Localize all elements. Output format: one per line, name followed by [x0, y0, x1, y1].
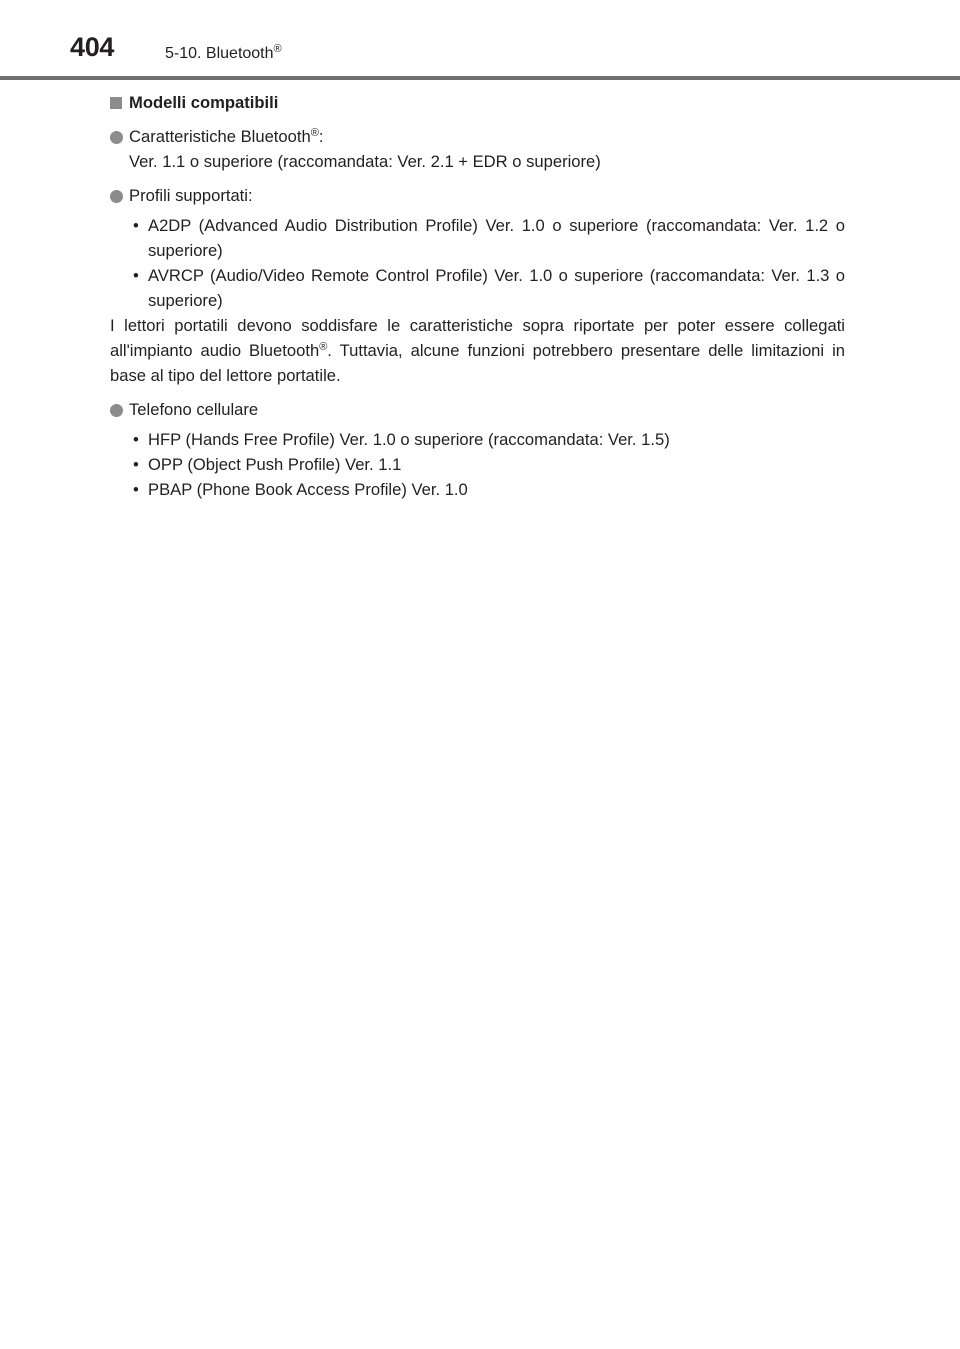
item-label: Profili supportati:: [129, 186, 253, 205]
circle-bullet-icon: [110, 404, 123, 417]
item-label: Telefono cellulare: [129, 400, 259, 419]
sub-list-item: [129, 427, 845, 452]
page-number: 404: [70, 32, 115, 62]
header-divider: [0, 76, 960, 80]
list-item-profiles: [110, 183, 845, 208]
sub-item-text: OPP (Object Push Profile) Ver. 1.1: [148, 455, 402, 474]
bullet-icon: •: [133, 216, 139, 235]
page-header: [0, 0, 960, 80]
section-heading: [110, 90, 845, 115]
registered-mark: ®: [319, 341, 328, 353]
section-title-text: 5-10. Bluetooth: [165, 45, 274, 62]
sub-list-item: [129, 213, 845, 263]
item-label-suffix: :: [318, 127, 324, 146]
list-item-phone: [110, 397, 845, 422]
registered-mark: ®: [310, 127, 319, 139]
item-detail: Ver. 1.1 o superiore (raccomandata: Ver. 2.1 + EDR o superiore): [129, 152, 601, 171]
registered-mark: ®: [273, 43, 282, 55]
bullet-icon: •: [133, 480, 139, 499]
sub-list-item: [129, 263, 845, 313]
sub-item-text: HFP (Hands Free Profile) Ver. 1.0 o superiore (raccomandata: Ver. 1.5): [148, 430, 670, 449]
bullet-icon: •: [133, 455, 139, 474]
section-title: [165, 44, 282, 64]
item-label-text: Caratteristiche Bluetooth: [129, 127, 311, 146]
square-bullet-icon: [110, 97, 122, 109]
bullet-icon: •: [133, 266, 139, 285]
sub-list: [129, 213, 845, 313]
sub-item-text: A2DP (Advanced Audio Distribution Profile) Ver. 1.0 o superiore (raccomandata: Ver. 1.2 o superiore): [148, 216, 845, 260]
paragraph-text: I lettori portatili devono soddisfare le caratteristiche sopra riportate per poter essere collegati all'impianto audio Bluetooth: [110, 316, 845, 360]
bullet-icon: •: [133, 430, 139, 449]
sub-item-text: AVRCP (Audio/Video Remote Control Profile) Ver. 1.0 o superiore (raccomandata: Ver. 1.3 o superiore): [148, 266, 845, 310]
item-label: [129, 124, 845, 149]
paragraph-text: . Tuttavia, alcune funzioni potrebbero presentare delle limitazioni in base al tipo del lettore portatile.: [110, 341, 845, 385]
sub-list-item: [129, 452, 845, 477]
page-content: [110, 90, 845, 502]
sub-list: [129, 427, 845, 502]
list-item-bluetooth-spec: [110, 124, 845, 174]
section-heading-text: Modelli compatibili: [129, 93, 279, 112]
sub-list-item: [129, 477, 845, 502]
circle-bullet-icon: [110, 190, 123, 203]
body-paragraph: [110, 313, 845, 388]
circle-bullet-icon: [110, 131, 123, 144]
sub-item-text: PBAP (Phone Book Access Profile) Ver. 1.0: [148, 480, 468, 499]
